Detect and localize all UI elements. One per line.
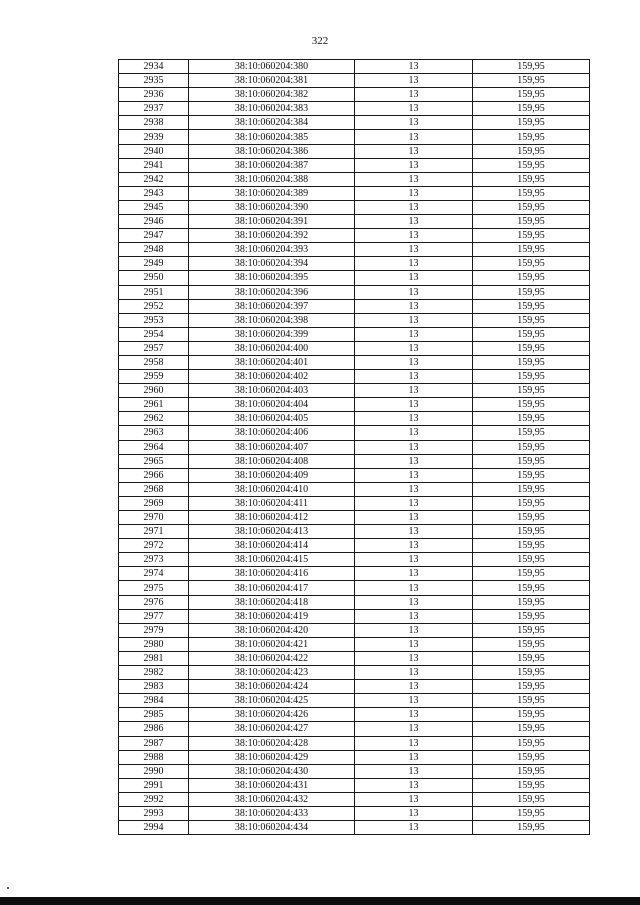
value-cell: 159,95 — [473, 426, 590, 440]
cadastral-number-cell: 38:10:060204:429 — [189, 750, 355, 764]
table-row — [119, 496, 590, 510]
row-number-cell: 2938 — [119, 116, 189, 130]
value-cell: 159,95 — [473, 609, 590, 623]
row-number-cell: 2965 — [119, 454, 189, 468]
row-number-cell: 2983 — [119, 680, 189, 694]
table-row — [119, 553, 590, 567]
row-number-cell: 2992 — [119, 792, 189, 806]
table-row — [119, 511, 590, 525]
table-row — [119, 694, 590, 708]
value-cell: 159,95 — [473, 581, 590, 595]
quantity-cell: 13 — [355, 299, 473, 313]
value-cell: 159,95 — [473, 567, 590, 581]
quantity-cell: 13 — [355, 426, 473, 440]
quantity-cell: 13 — [355, 341, 473, 355]
cadastral-number-cell: 38:10:060204:389 — [189, 186, 355, 200]
value-cell: 159,95 — [473, 454, 590, 468]
cadastral-number-cell: 38:10:060204:396 — [189, 285, 355, 299]
table-row — [119, 736, 590, 750]
cadastral-number-cell: 38:10:060204:386 — [189, 144, 355, 158]
cadastral-number-cell: 38:10:060204:400 — [189, 341, 355, 355]
cadastral-number-cell: 38:10:060204:431 — [189, 778, 355, 792]
table-row — [119, 412, 590, 426]
quantity-cell: 13 — [355, 666, 473, 680]
table-row — [119, 229, 590, 243]
table-row — [119, 806, 590, 820]
cadastral-number-cell: 38:10:060204:420 — [189, 623, 355, 637]
scan-speck — [7, 887, 9, 889]
table-row — [119, 102, 590, 116]
row-number-cell: 2987 — [119, 736, 189, 750]
quantity-cell: 13 — [355, 130, 473, 144]
cadastral-number-cell: 38:10:060204:393 — [189, 243, 355, 257]
value-cell: 159,95 — [473, 285, 590, 299]
table-row — [119, 609, 590, 623]
value-cell: 159,95 — [473, 186, 590, 200]
cadastral-number-cell: 38:10:060204:418 — [189, 595, 355, 609]
row-number-cell: 2940 — [119, 144, 189, 158]
table-row — [119, 88, 590, 102]
quantity-cell: 13 — [355, 215, 473, 229]
quantity-cell: 13 — [355, 694, 473, 708]
quantity-cell: 13 — [355, 778, 473, 792]
value-cell: 159,95 — [473, 398, 590, 412]
table-row — [119, 581, 590, 595]
row-number-cell: 2959 — [119, 370, 189, 384]
cadastral-number-cell: 38:10:060204:409 — [189, 468, 355, 482]
cadastral-number-cell: 38:10:060204:394 — [189, 257, 355, 271]
row-number-cell: 2977 — [119, 609, 189, 623]
quantity-cell: 13 — [355, 271, 473, 285]
cadastral-number-cell: 38:10:060204:383 — [189, 102, 355, 116]
quantity-cell: 13 — [355, 243, 473, 257]
row-number-cell: 2936 — [119, 88, 189, 102]
scan-bottom-edge — [0, 897, 640, 905]
row-number-cell: 2986 — [119, 722, 189, 736]
row-number-cell: 2935 — [119, 74, 189, 88]
quantity-cell: 13 — [355, 567, 473, 581]
row-number-cell: 2991 — [119, 778, 189, 792]
quantity-cell: 13 — [355, 525, 473, 539]
table-row — [119, 327, 590, 341]
cadastral-number-cell: 38:10:060204:433 — [189, 806, 355, 820]
table-row — [119, 158, 590, 172]
table-row — [119, 200, 590, 214]
value-cell: 159,95 — [473, 680, 590, 694]
row-number-cell: 2961 — [119, 398, 189, 412]
cadastral-number-cell: 38:10:060204:398 — [189, 313, 355, 327]
table-row — [119, 651, 590, 665]
row-number-cell: 2948 — [119, 243, 189, 257]
row-number-cell: 2941 — [119, 158, 189, 172]
cadastral-number-cell: 38:10:060204:405 — [189, 412, 355, 426]
table-row — [119, 454, 590, 468]
table-row — [119, 722, 590, 736]
value-cell: 159,95 — [473, 60, 590, 74]
value-cell: 159,95 — [473, 792, 590, 806]
table-row — [119, 792, 590, 806]
cadastral-number-cell: 38:10:060204:403 — [189, 384, 355, 398]
table-row — [119, 539, 590, 553]
value-cell: 159,95 — [473, 440, 590, 454]
table-row — [119, 355, 590, 369]
table-row — [119, 74, 590, 88]
quantity-cell: 13 — [355, 680, 473, 694]
cadastral-number-cell: 38:10:060204:427 — [189, 722, 355, 736]
table-row — [119, 778, 590, 792]
quantity-cell: 13 — [355, 553, 473, 567]
cadastral-number-cell: 38:10:060204:430 — [189, 764, 355, 778]
cadastral-number-cell: 38:10:060204:415 — [189, 553, 355, 567]
row-number-cell: 2994 — [119, 821, 189, 835]
land-parcel-table-container — [118, 59, 589, 835]
cadastral-number-cell: 38:10:060204:404 — [189, 398, 355, 412]
row-number-cell: 2975 — [119, 581, 189, 595]
value-cell: 159,95 — [473, 355, 590, 369]
table-row — [119, 398, 590, 412]
quantity-cell: 13 — [355, 384, 473, 398]
quantity-cell: 13 — [355, 722, 473, 736]
row-number-cell: 2945 — [119, 200, 189, 214]
table-row — [119, 257, 590, 271]
quantity-cell: 13 — [355, 186, 473, 200]
table-row — [119, 623, 590, 637]
table-row — [119, 116, 590, 130]
table-row — [119, 60, 590, 74]
value-cell: 159,95 — [473, 215, 590, 229]
row-number-cell: 2942 — [119, 172, 189, 186]
cadastral-number-cell: 38:10:060204:417 — [189, 581, 355, 595]
quantity-cell: 13 — [355, 257, 473, 271]
value-cell: 159,95 — [473, 525, 590, 539]
value-cell: 159,95 — [473, 482, 590, 496]
value-cell: 159,95 — [473, 496, 590, 510]
row-number-cell: 2966 — [119, 468, 189, 482]
value-cell: 159,95 — [473, 74, 590, 88]
row-number-cell: 2939 — [119, 130, 189, 144]
table-row — [119, 567, 590, 581]
value-cell: 159,95 — [473, 750, 590, 764]
row-number-cell: 2993 — [119, 806, 189, 820]
cadastral-number-cell: 38:10:060204:391 — [189, 215, 355, 229]
table-row — [119, 370, 590, 384]
table-row — [119, 144, 590, 158]
quantity-cell: 13 — [355, 468, 473, 482]
value-cell: 159,95 — [473, 102, 590, 116]
table-row — [119, 595, 590, 609]
cadastral-number-cell: 38:10:060204:388 — [189, 172, 355, 186]
row-number-cell: 2934 — [119, 60, 189, 74]
page-number: 322 — [311, 35, 329, 47]
cadastral-number-cell: 38:10:060204:424 — [189, 680, 355, 694]
quantity-cell: 13 — [355, 764, 473, 778]
row-number-cell: 2982 — [119, 666, 189, 680]
quantity-cell: 13 — [355, 821, 473, 835]
row-number-cell: 2963 — [119, 426, 189, 440]
cadastral-number-cell: 38:10:060204:385 — [189, 130, 355, 144]
cadastral-number-cell: 38:10:060204:422 — [189, 651, 355, 665]
quantity-cell: 13 — [355, 412, 473, 426]
quantity-cell: 13 — [355, 116, 473, 130]
quantity-cell: 13 — [355, 60, 473, 74]
value-cell: 159,95 — [473, 144, 590, 158]
value-cell: 159,95 — [473, 257, 590, 271]
table-row — [119, 243, 590, 257]
value-cell: 159,95 — [473, 539, 590, 553]
quantity-cell: 13 — [355, 623, 473, 637]
value-cell: 159,95 — [473, 468, 590, 482]
value-cell: 159,95 — [473, 708, 590, 722]
row-number-cell: 2972 — [119, 539, 189, 553]
row-number-cell: 2979 — [119, 623, 189, 637]
quantity-cell: 13 — [355, 327, 473, 341]
cadastral-number-cell: 38:10:060204:380 — [189, 60, 355, 74]
value-cell: 159,95 — [473, 595, 590, 609]
value-cell: 159,95 — [473, 327, 590, 341]
row-number-cell: 2985 — [119, 708, 189, 722]
row-number-cell: 2964 — [119, 440, 189, 454]
row-number-cell: 2952 — [119, 299, 189, 313]
quantity-cell: 13 — [355, 595, 473, 609]
row-number-cell: 2953 — [119, 313, 189, 327]
quantity-cell: 13 — [355, 158, 473, 172]
cadastral-number-cell: 38:10:060204:425 — [189, 694, 355, 708]
value-cell: 159,95 — [473, 88, 590, 102]
table-body — [119, 60, 590, 835]
cadastral-number-cell: 38:10:060204:384 — [189, 116, 355, 130]
value-cell: 159,95 — [473, 553, 590, 567]
table-row — [119, 750, 590, 764]
value-cell: 159,95 — [473, 778, 590, 792]
cadastral-number-cell: 38:10:060204:387 — [189, 158, 355, 172]
quantity-cell: 13 — [355, 74, 473, 88]
row-number-cell: 2957 — [119, 341, 189, 355]
value-cell: 159,95 — [473, 158, 590, 172]
cadastral-number-cell: 38:10:060204:426 — [189, 708, 355, 722]
value-cell: 159,95 — [473, 341, 590, 355]
quantity-cell: 13 — [355, 637, 473, 651]
row-number-cell: 2968 — [119, 482, 189, 496]
quantity-cell: 13 — [355, 806, 473, 820]
cadastral-number-cell: 38:10:060204:414 — [189, 539, 355, 553]
row-number-cell: 2990 — [119, 764, 189, 778]
cadastral-number-cell: 38:10:060204:392 — [189, 229, 355, 243]
row-number-cell: 2980 — [119, 637, 189, 651]
value-cell: 159,95 — [473, 243, 590, 257]
value-cell: 159,95 — [473, 637, 590, 651]
quantity-cell: 13 — [355, 736, 473, 750]
table-row — [119, 299, 590, 313]
cadastral-number-cell: 38:10:060204:408 — [189, 454, 355, 468]
value-cell: 159,95 — [473, 623, 590, 637]
value-cell: 159,95 — [473, 764, 590, 778]
value-cell: 159,95 — [473, 511, 590, 525]
table-row — [119, 525, 590, 539]
quantity-cell: 13 — [355, 792, 473, 806]
table-row — [119, 666, 590, 680]
table-row — [119, 172, 590, 186]
cadastral-number-cell: 38:10:060204:397 — [189, 299, 355, 313]
value-cell: 159,95 — [473, 384, 590, 398]
value-cell: 159,95 — [473, 722, 590, 736]
cadastral-number-cell: 38:10:060204:410 — [189, 482, 355, 496]
quantity-cell: 13 — [355, 144, 473, 158]
table-row — [119, 271, 590, 285]
value-cell: 159,95 — [473, 806, 590, 820]
value-cell: 159,95 — [473, 313, 590, 327]
row-number-cell: 2951 — [119, 285, 189, 299]
row-number-cell: 2947 — [119, 229, 189, 243]
value-cell: 159,95 — [473, 370, 590, 384]
row-number-cell: 2984 — [119, 694, 189, 708]
cadastral-number-cell: 38:10:060204:395 — [189, 271, 355, 285]
quantity-cell: 13 — [355, 370, 473, 384]
value-cell: 159,95 — [473, 172, 590, 186]
row-number-cell: 2974 — [119, 567, 189, 581]
cadastral-number-cell: 38:10:060204:413 — [189, 525, 355, 539]
row-number-cell: 2950 — [119, 271, 189, 285]
quantity-cell: 13 — [355, 496, 473, 510]
quantity-cell: 13 — [355, 200, 473, 214]
row-number-cell: 2988 — [119, 750, 189, 764]
table-row — [119, 637, 590, 651]
quantity-cell: 13 — [355, 88, 473, 102]
quantity-cell: 13 — [355, 581, 473, 595]
cadastral-number-cell: 38:10:060204:411 — [189, 496, 355, 510]
quantity-cell: 13 — [355, 539, 473, 553]
quantity-cell: 13 — [355, 440, 473, 454]
cadastral-number-cell: 38:10:060204:423 — [189, 666, 355, 680]
cadastral-number-cell: 38:10:060204:432 — [189, 792, 355, 806]
cadastral-number-cell: 38:10:060204:399 — [189, 327, 355, 341]
quantity-cell: 13 — [355, 609, 473, 623]
value-cell: 159,95 — [473, 651, 590, 665]
table-row — [119, 708, 590, 722]
quantity-cell: 13 — [355, 511, 473, 525]
table-row — [119, 285, 590, 299]
row-number-cell: 2971 — [119, 525, 189, 539]
cadastral-number-cell: 38:10:060204:406 — [189, 426, 355, 440]
table-row — [119, 186, 590, 200]
quantity-cell: 13 — [355, 651, 473, 665]
value-cell: 159,95 — [473, 229, 590, 243]
cadastral-number-cell: 38:10:060204:434 — [189, 821, 355, 835]
table-row — [119, 341, 590, 355]
cadastral-number-cell: 38:10:060204:402 — [189, 370, 355, 384]
table-row — [119, 130, 590, 144]
cadastral-number-cell: 38:10:060204:416 — [189, 567, 355, 581]
table-row — [119, 482, 590, 496]
row-number-cell: 2969 — [119, 496, 189, 510]
cadastral-number-cell: 38:10:060204:419 — [189, 609, 355, 623]
quantity-cell: 13 — [355, 285, 473, 299]
row-number-cell: 2943 — [119, 186, 189, 200]
cadastral-number-cell: 38:10:060204:382 — [189, 88, 355, 102]
cadastral-number-cell: 38:10:060204:412 — [189, 511, 355, 525]
value-cell: 159,95 — [473, 412, 590, 426]
row-number-cell: 2973 — [119, 553, 189, 567]
row-number-cell: 2954 — [119, 327, 189, 341]
row-number-cell: 2960 — [119, 384, 189, 398]
quantity-cell: 13 — [355, 355, 473, 369]
quantity-cell: 13 — [355, 172, 473, 186]
quantity-cell: 13 — [355, 750, 473, 764]
value-cell: 159,95 — [473, 200, 590, 214]
table-row — [119, 440, 590, 454]
quantity-cell: 13 — [355, 102, 473, 116]
cadastral-number-cell: 38:10:060204:401 — [189, 355, 355, 369]
row-number-cell: 2949 — [119, 257, 189, 271]
land-parcel-table — [118, 59, 590, 835]
table-row — [119, 215, 590, 229]
row-number-cell: 2981 — [119, 651, 189, 665]
value-cell: 159,95 — [473, 299, 590, 313]
row-number-cell: 2946 — [119, 215, 189, 229]
quantity-cell: 13 — [355, 482, 473, 496]
quantity-cell: 13 — [355, 313, 473, 327]
quantity-cell: 13 — [355, 454, 473, 468]
row-number-cell: 2970 — [119, 511, 189, 525]
cadastral-number-cell: 38:10:060204:421 — [189, 637, 355, 651]
table-row — [119, 313, 590, 327]
quantity-cell: 13 — [355, 398, 473, 412]
row-number-cell: 2937 — [119, 102, 189, 116]
cadastral-number-cell: 38:10:060204:390 — [189, 200, 355, 214]
value-cell: 159,95 — [473, 736, 590, 750]
value-cell: 159,95 — [473, 130, 590, 144]
row-number-cell: 2962 — [119, 412, 189, 426]
row-number-cell: 2958 — [119, 355, 189, 369]
quantity-cell: 13 — [355, 229, 473, 243]
cadastral-number-cell: 38:10:060204:381 — [189, 74, 355, 88]
value-cell: 159,95 — [473, 821, 590, 835]
table-row — [119, 468, 590, 482]
quantity-cell: 13 — [355, 708, 473, 722]
table-row — [119, 680, 590, 694]
row-number-cell: 2976 — [119, 595, 189, 609]
value-cell: 159,95 — [473, 271, 590, 285]
table-row — [119, 764, 590, 778]
table-row — [119, 384, 590, 398]
value-cell: 159,95 — [473, 116, 590, 130]
value-cell: 159,95 — [473, 666, 590, 680]
value-cell: 159,95 — [473, 694, 590, 708]
cadastral-number-cell: 38:10:060204:428 — [189, 736, 355, 750]
table-row — [119, 426, 590, 440]
table-row — [119, 821, 590, 835]
cadastral-number-cell: 38:10:060204:407 — [189, 440, 355, 454]
